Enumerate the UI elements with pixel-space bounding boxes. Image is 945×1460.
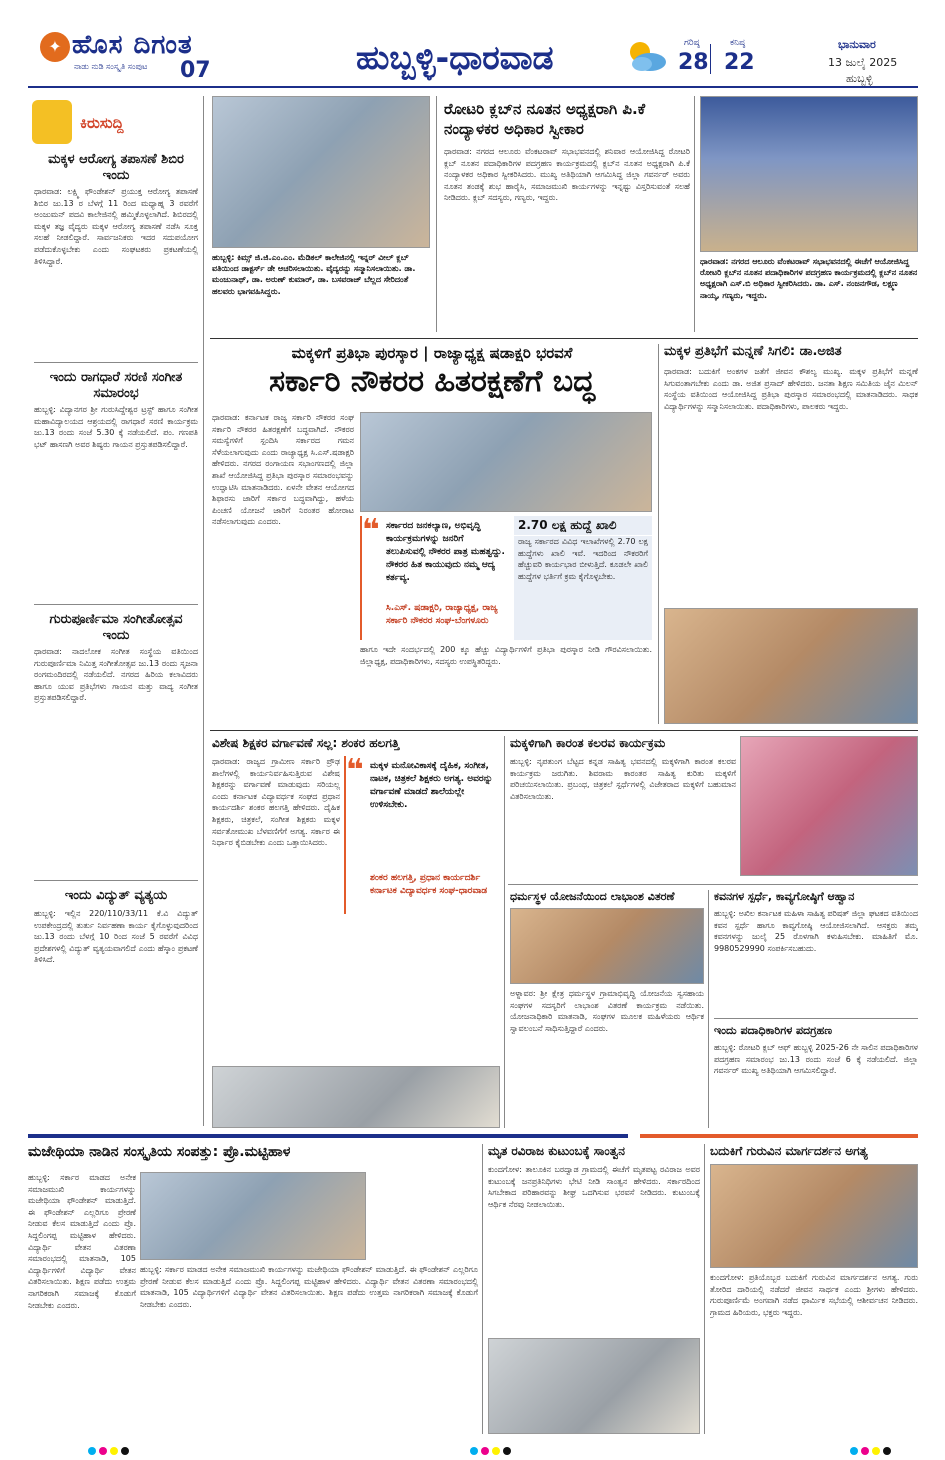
vacancy-box-title: 2.70 ಲಕ್ಷ ಹುದ್ದೆ ಖಾಲಿ xyxy=(514,516,652,535)
rotary-installation-photo xyxy=(700,96,918,252)
sidebar-body: ಧಾರವಾಡ: ಲಕ್ಷ್ಮಿ ಫೌಂಡೇಶನ್ ಪ್ರಯುಕ್ತ ಆರೋಗ್ಯ ತಪಾಸಣೆ ಶಿಬಿರ ಜು.13 ರ ಬೆಳಗ್ಗೆ 11 ರಿಂದ ಮಧ್ಯಾಹ್ನ 3 ರವರೆಗೆ ಅಂಜುಮನ್ ಪದವಿ ಕಾಲೇಜಿನಲ್ಲಿ ಹಮ್ಮಿಕೊಳ್ಳಲಾಗಿದೆ. ಶಿಬಿರದಲ್ಲಿ ಮಕ್ಕಳ ತಜ್ಞ ವೈದ್ಯರು ಮಕ್ಕಳ ಆರೋಗ್ಯ ತಪಾಸಣೆ ನಡೆಸಿ ಸೂಕ್ತ ಸಲಹೆ ನೀಡಲಿದ್ದಾರೆ. ಸಾರ್ವಜನಿಕರು ಇದರ ಸದುಪಯೋಗ ಪಡೆದುಕೊಳ್ಳಬೇಕು ಎಂದು ಸಂಘಟಕರು ಪ್ರಕಟಣೆಯಲ್ಲಿ ತಿಳಿಸಿದ್ದಾರೆ. xyxy=(34,187,198,266)
row-rule xyxy=(210,338,918,339)
padagrahana-headline: ಇಂದು ಪದಾಧಿಕಾರಿಗಳ ಪದಗ್ರಹಣ xyxy=(714,1024,832,1037)
lead-quote: ಸರ್ಕಾರದ ಜನಕಲ್ಯಾಣ, ಅಭಿವೃದ್ಧಿ ಕಾರ್ಯಕ್ರಮಗಳನ್ನು ಜನರಿಗೆ ತಲುಪಿಸುವಲ್ಲಿ ನೌಕರರ ಪಾತ್ರ ಮಹತ್ವದ್ದು. ನೌಕರರ ಹಿತ ಕಾಯುವುದು ನಮ್ಮ ಆದ್ಯ ಕರ್ತವ್ಯ. xyxy=(386,521,505,584)
majethia-headline: ಮಜೇಥಿಯಾ ನಾಡಿನ ಸಂಸ್ಕೃತಿಯ ಸಂಪತ್ತು: ಪ್ರೊ.ಮಟ್ಟಿಹಾಳ xyxy=(28,1144,291,1160)
sidebar-body: ಹುಬ್ಬಳ್ಳಿ: ಇಲ್ಲಿನ 220/110/33/11 ಕೆ.ವಿ ವಿದ್ಯುತ್ ಉಪಕೇಂದ್ರದಲ್ಲಿ ತುರ್ತು ನಿರ್ವಹಣಾ ಕಾರ್ಯ ಕೈಗೊಳ್ಳುವುದರಿಂದ ಜು.13 ರಂದು ಬೆಳಗ್ಗೆ 10 ರಿಂದ ಸಂಜೆ 5 ರವರೆಗೆ ವಿವಿಧ ಪ್ರದೇಶಗಳಲ್ಲಿ ವಿದ್ಯುತ್ ವ್ಯತ್ಯಯವಾಗಲಿದೆ ಎಂದು ಹೆಸ್ಕಾಂ ಪ್ರಕಟಣೆ ತಿಳಿಸಿದೆ. xyxy=(34,909,198,965)
dharmasthala-body: ಅಳ್ನಾವರ: ಶ್ರೀ ಕ್ಷೇತ್ರ ಧರ್ಮಸ್ಥಳ ಗ್ರಾಮಾಭಿವೃದ್ಧಿ ಯೋಜನೆಯ ಸ್ವಸಹಾಯ ಸಂಘಗಳ ಸದಸ್ಯರಿಗೆ ಲಾಭಾಂಶ ವಿತರಣೆ ಕಾರ್ಯಕ್ರಮ ನಡೆಯಿತು. ಯೋಜನಾಧಿಕಾರಿ ಮಾತನಾಡಿ, ಸಂಘಗಳ ಮೂಲಕ ಮಹಿಳೆಯರು ಆರ್ಥಿಕ ಸ್ವಾವಲಂಬನೆ ಸಾಧಿಸುತ್ತಿದ್ದಾರೆ ಎಂದರು. xyxy=(510,989,704,1033)
col-divider xyxy=(694,96,695,332)
bottom-bar-blue xyxy=(28,1134,628,1138)
lead-body-bottom: ಹಾಗೂ ಇದೇ ಸಂದರ್ಭದಲ್ಲಿ 200 ಕ್ಕೂ ಹೆಚ್ಚು ವಿದ್ಯಾರ್ಥಿಗಳಿಗೆ ಪ್ರತಿಭಾ ಪುರಸ್ಕಾರ ನೀಡಿ ಗೌರವಿಸಲಾಯಿತು. ಜಿಲ್ಲಾಧ್ಯಕ್ಷ, ಪದಾಧಿಕಾರಿಗಳು, ಸದಸ್ಯರು ಉಪಸ್ಥಿತರಿದ್ದರು. xyxy=(360,645,652,666)
doctors-day-photo xyxy=(212,96,430,248)
dharmasthala-headline: ಧರ್ಮಸ್ಥಳ ಯೋಜನೆಯಿಂದ ಲಾಭಾಂಶ ವಿತರಣೆ xyxy=(510,890,675,903)
karanth-headline: ಮಕ್ಕಳಿಗಾಗಿ ಕಾರಂತ ಕಲರವ ಕಾರ್ಯಕ್ರಮ xyxy=(510,736,666,750)
right-headline: ಮಕ್ಕಳ ಪ್ರತಿಭೆಗೆ ಮನ್ನಣೆ ಸಿಗಲಿ: ಡಾ.ಅಜಿತ xyxy=(664,344,842,359)
guru-body: ಕುಂದಗೋಳ: ಪ್ರತಿಯೊಬ್ಬರ ಬದುಕಿಗೆ ಗುರುವಿನ ಮಾರ್ಗದರ್ಶನ ಅಗತ್ಯ. ಗುರು ತೋರಿದ ದಾರಿಯಲ್ಲಿ ನಡೆದರೆ ಜೀವನ ಸಾರ್ಥಕ ಎಂದು ಶ್ರೀಗಳು ಹೇಳಿದರು. ಗುರುಪೂರ್ಣಿಮೆ ಅಂಗವಾಗಿ ನಡೆದ ಧಾರ್ಮಿಕ ಸಭೆಯಲ್ಲಿ ಆಶೀರ್ವಚನ ನೀಡಿದರು. ಗ್ರಾಮದ ಹಿರಿಯರು, ಭಕ್ತರು ಇದ್ದರು. xyxy=(710,1273,918,1317)
sidebar-body: ಹುಬ್ಬಳ್ಳಿ: ವಿದ್ಯಾನಗರ ಶ್ರೀ ಗುರುಸಿದ್ದೇಶ್ವರ ಟ್ರಸ್ಟ್ ಹಾಗೂ ಸಂಗೀತ ಮಹಾವಿದ್ಯಾಲಯದ ಆಶ್ರಯದಲ್ಲಿ ರಾಗಧಾರೆ ಸರಣಿ ಕಾರ್ಯಕ್ರಮ ಜು.13 ರಂದು ಸಂಜೆ 5.30 ಕ್ಕೆ ನಡೆಯಲಿದೆ. ಪಂ. ಗಣಪತಿ ಭಟ್ ಹಾಸಣಗಿ ಅವರ ಶಿಷ್ಯರು ಗಾಯನ ಪ್ರಸ್ತುತಪಡಿಸಲಿದ್ದಾರೆ. xyxy=(34,405,198,449)
sidebar-divider xyxy=(203,96,204,1126)
sidebar-headline: ಮಕ್ಕಳ ಆರೋಗ್ಯ ತಪಾಸಣೆ ಶಿಬಿರ ಇಂದು xyxy=(48,152,184,183)
header-rule xyxy=(28,86,918,88)
col-divider xyxy=(482,1144,483,1434)
sidebar-body: ಧಾರವಾಡ: ನಾದಲೋಕ ಸಂಗೀತ ಸಂಸ್ಥೆಯ ವತಿಯಿಂದ ಗುರುಪೂರ್ಣಿಮಾ ನಿಮಿತ್ತ ಸಂಗೀತೋತ್ಸವ ಜು.13 ರಂದು ಸೃಜನಾ ರಂಗಮಂದಿರದಲ್ಲಿ ನಡೆಯಲಿದೆ. ನಗರದ ಹಿರಿಯ ಕಲಾವಿದರು ಹಾಗೂ ಯುವ ಪ್ರತಿಭೆಗಳು ಗಾಯನ ಮತ್ತು ವಾದ್ಯ ಸಂಗೀತ ಪ್ರಸ್ತುತಪಡಿಸಲಿದ್ದಾರೆ. xyxy=(34,647,198,703)
dharmasthala-photo xyxy=(510,908,704,984)
majethia-photo xyxy=(140,1172,366,1260)
raviraj-headline: ಮೃತ ರವಿರಾಜ ಕುಟುಂಬಕ್ಕೆ ಸಾಂತ್ವನ xyxy=(488,1144,625,1158)
lead-quote-attrib: ಸಿ.ಎಸ್. ಷಡಾಕ್ಷರಿ, ರಾಜ್ಯಾಧ್ಯಕ್ಷ, ರಾಜ್ಯ ಸರ್ಕಾರಿ ನೌಕರರ ಸಂಘ-ಬೆಂಗಳೂರು xyxy=(386,603,498,627)
bottom-bar-orange xyxy=(640,1134,918,1138)
teachers-headline: ವಿಶೇಷ ಶಿಕ್ಷಕರ ವರ್ಗಾವಣೆ ಸಲ್ಲ: ಶಂಕರ ಹಲಗತ್ತಿ xyxy=(212,736,400,750)
sidebar-headline: ಇಂದು ರಾಗಧಾರೆ ಸರಣಿ ಸಂಗೀತ ಸಮಾರಂಭ xyxy=(49,370,183,401)
temp-min: 22 xyxy=(724,50,755,75)
lead-headline: ಸರ್ಕಾರಿ ನೌಕರರ ಹಿತರಕ್ಷಣೆಗೆ ಬದ್ಧ xyxy=(269,364,595,399)
sidebar-rule xyxy=(34,604,198,605)
masthead-name: ಹೊಸ ದಿಗಂತ xyxy=(72,30,193,60)
col-divider xyxy=(704,1144,705,1434)
col-divider xyxy=(436,96,437,332)
issue-date: 13 ಜುಲೈ 2025 xyxy=(828,56,898,69)
row-rule xyxy=(210,730,918,731)
right-body: ಧಾರವಾಡ: ಬದುಕಿಗೆ ಅಂಕಗಳ ಜತೆಗೆ ಜೀವನ ಕೌಶಲ್ಯ ಮುಖ್ಯ. ಮಕ್ಕಳ ಪ್ರತಿಭೆಗೆ ಮನ್ನಣೆ ಸಿಗುವಂತಾಗಬೇಕು ಎಂದು ಡಾ. ಅಜಿತ ಪ್ರಸಾದ್ ಹೇಳಿದರು. ಜನತಾ ಶಿಕ್ಷಣ ಸಮಿತಿಯ ಜೈನ ಮಿಲನ್ ಸಂಸ್ಥೆಯ ವತಿಯಿಂದ ಆಯೋಜಿಸಿದ್ದ ಪ್ರತಿಭಾ ಪುರಸ್ಕಾರ ಸಮಾರಂಭದಲ್ಲಿ ಮಾತನಾಡಿದರು. ಸಾಧಕ ವಿದ್ಯಾರ್ಥಿಗಳನ್ನು ಸನ್ಮಾನಿಸಲಾಯಿತು. ಪದಾಧಿಕಾರಿಗಳು, ಪಾಲಕರು ಇದ್ದರು. xyxy=(664,367,918,411)
masthead-logo-icon: ✦ xyxy=(40,32,70,62)
quote-mark-icon: ❝ xyxy=(346,753,364,788)
registration-marks xyxy=(88,1440,132,1459)
lead-photo xyxy=(360,412,652,512)
padagrahana-body: ಹುಬ್ಬಳ್ಳಿ: ರೋಟರಿ ಕ್ಲಬ್ ಆಫ್ ಹುಬ್ಬಳ್ಳಿ 2025-26 ನೇ ಸಾಲಿನ ಪದಾಧಿಕಾರಿಗಳ ಪದಗ್ರಹಣ ಸಮಾರಂಭ ಜು.13 ರಂದು ಸಂಜೆ 6 ಕ್ಕೆ ನಡೆಯಲಿದೆ. ಜಿಲ್ಲಾ ಗವರ್ನರ್ ಮುಖ್ಯ ಅತಿಥಿಯಾಗಿ ಆಗಮಿಸಲಿದ್ದಾರೆ. xyxy=(714,1043,918,1076)
karanth-body: ಹುಬ್ಬಳ್ಳಿ: ನೃಪತುಂಗ ಬೆಟ್ಟದ ಕನ್ನಡ ಸಾಹಿತ್ಯ ಭವನದಲ್ಲಿ ಮಕ್ಕಳಿಗಾಗಿ ಕಾರಂತ ಕಲರವ ಕಾರ್ಯಕ್ರಮ ಜರುಗಿತು. ಶಿವರಾಮ ಕಾರಂತರ ಸಾಹಿತ್ಯ ಕುರಿತು ಮಕ್ಕಳಿಗೆ ಪರಿಚಯಿಸಲಾಯಿತು. ಪ್ರಬಂಧ, ಚಿತ್ರಕಲೆ ಸ್ಪರ್ಧೆಗಳಲ್ಲಿ ವಿಜೇತರಾದ ಮಕ್ಕಳಿಗೆ ಬಹುಮಾನ ವಿತರಿಸಲಾಯಿತು. xyxy=(510,757,736,801)
kirusuddi-badge-icon xyxy=(32,100,72,144)
jain-milan-photo xyxy=(664,608,918,724)
issue-day: ಭಾನುವಾರ xyxy=(838,38,876,51)
issue-city: ಹುಬ್ಬಳ್ಳಿ xyxy=(846,72,873,85)
temp-min-label: ಕನಿಷ್ಠ xyxy=(730,38,746,48)
teachers-quote: ಮಕ್ಕಳ ಮನೋವಿಕಾಸಕ್ಕೆ ದೈಹಿಕ, ಸಂಗೀತ, ನಾಟಕ, ಚಿತ್ರಕಲೆ ಶಿಕ್ಷಕರು ಅಗತ್ಯ. ಅವರನ್ನು ವರ್ಗಾವಣೆ ಮಾಡದೆ ಶಾಲೆಯಲ್ಲೇ ಉಳಿಸಬೇಕು. xyxy=(370,761,493,811)
kavana-headline: ಕವನಗಳ ಸ್ಪರ್ಧೆ, ಕಾವ್ಯಗೋಷ್ಠಿಗೆ ಆಹ್ವಾನ xyxy=(714,890,855,903)
registration-marks xyxy=(470,1440,514,1459)
karanth-photo xyxy=(740,736,918,876)
temp-max: 28 xyxy=(678,50,709,75)
teachers-body: ಧಾರವಾಡ: ರಾಜ್ಯದ ಗ್ರಾಮೀಣ ಸರ್ಕಾರಿ ಪ್ರೌಢ ಶಾಲೆಗಳಲ್ಲಿ ಕಾರ್ಯನಿರ್ವಹಿಸುತ್ತಿರುವ ವಿಶೇಷ ಶಿಕ್ಷಕರನ್ನು ವರ್ಗಾವಣೆ ಮಾಡುವುದು ಸರಿಯಲ್ಲ ಎಂದು ಕರ್ನಾಟಕ ವಿದ್ಯಾವರ್ಧಕ ಸಂಘದ ಪ್ರಧಾನ ಕಾರ್ಯದರ್ಶಿ ಶಂಕರ ಹಲಗತ್ತಿ ಹೇಳಿದರು. ದೈಹಿಕ ಶಿಕ್ಷಕರು, ಚಿತ್ರಕಲೆ, ಸಂಗೀತ ಶಿಕ್ಷಕರು ಮಕ್ಕಳ ಸರ್ವತೋಮುಖ ಬೆಳವಣಿಗೆಗೆ ಅಗತ್ಯ. ಸರ್ಕಾರ ಈ ನಿರ್ಧಾರ ಕೈಬಿಡಬೇಕು ಎಂದು ಒತ್ತಾಯಿಸಿದರು. xyxy=(212,757,340,848)
teachers-quote-attrib: ಶಂಕರ ಹಲಗತ್ತಿ, ಪ್ರಧಾನ ಕಾರ್ಯದರ್ಶಿ ಕರ್ನಾಟಕ ವಿದ್ಯಾವರ್ಧಕ ಸಂಘ-ಧಾರವಾಡ xyxy=(370,873,488,897)
quote-mark-icon: ❝ xyxy=(362,513,380,548)
temp-divider xyxy=(710,44,711,74)
sidebar-rule xyxy=(34,362,198,363)
page-number: 07 xyxy=(180,58,211,83)
guru-photo xyxy=(710,1164,918,1268)
vacancy-box-body: ರಾಜ್ಯ ಸರ್ಕಾರದ ವಿವಿಧ ಇಲಾಖೆಗಳಲ್ಲಿ 2.70 ಲಕ್ಷ ಹುದ್ದೆಗಳು ಖಾಲಿ ಇವೆ. ಇದರಿಂದ ನೌಕರರಿಗೆ ಹೆಚ್ಚುವರಿ ಕಾರ್ಯಭಾರ ಬೀಳುತ್ತಿದೆ. ಕೂಡಲೇ ಖಾಲಿ ಹುದ್ದೆಗಳ ಭರ್ತಿಗೆ ಕ್ರಮ ಕೈಗೊಳ್ಳಬೇಕು. xyxy=(514,536,652,640)
raviraj-photo xyxy=(488,1338,700,1434)
lead-kicker: ಮಕ್ಕಳಿಗೆ ಪ್ರತಿಭಾ ಪುರಸ್ಕಾರ | ರಾಜ್ಯಾಧ್ಯಕ್ಷ ಷಡಾಕ್ಷರಿ ಭರವಸೆ xyxy=(291,344,573,362)
sidebar-rule xyxy=(34,880,198,881)
col-divider xyxy=(658,344,659,724)
weather-icon xyxy=(620,36,668,74)
col-divider xyxy=(504,736,505,1128)
sidebar-headline: ಇಂದು ವಿದ್ಯುತ್ ವ್ಯತ್ಯಯ xyxy=(64,888,168,903)
rotary-headline: ರೋಟರಿ ಕ್ಲಬ್‌ನ ನೂತನ ಅಧ್ಯಕ್ಷರಾಗಿ ಪಿ.ಕೆ ನಂದ್ಯಾಳಕರ ಅಧಿಕಾರ ಸ್ವೀಕಾರ xyxy=(444,100,646,138)
kirusuddi-label: ಕಿರುಸುದ್ದಿ xyxy=(80,114,124,132)
row-rule xyxy=(714,1018,918,1019)
raviraj-body: ಕುಂದಗೋಳ: ತಾಲೂಕಿನ ಬರದ್ವಾಡ ಗ್ರಾಮದಲ್ಲಿ ಈಚೆಗೆ ಮೃತಪಟ್ಟ ರವಿರಾಜ ಅವರ ಕುಟುಂಬಕ್ಕೆ ಜನಪ್ರತಿನಿಧಿಗಳು ಭೇಟಿ ನೀಡಿ ಸಾಂತ್ವನ ಹೇಳಿದರು. ಸರ್ಕಾರದಿಂದ ಸಿಗಬೇಕಾದ ಪರಿಹಾರವನ್ನು ಶೀಘ್ರ ಒದಗಿಸುವ ಭರವಸೆ ನೀಡಿದರು. ಕುಟುಂಬಕ್ಕೆ ಆರ್ಥಿಕ ನೆರವು ನೀಡಲಾಯಿತು. xyxy=(488,1165,700,1209)
majethia-body: ಹುಬ್ಬಳ್ಳಿ: ಸರ್ಕಾರ ಮಾಡದ ಅನೇಕ ಸಮಾಜಮುಖಿ ಕಾರ್ಯಗಳನ್ನು ಮಜೇಥಿಯಾ ಫೌಂಡೇಶನ್ ಮಾಡುತ್ತಿದೆ. ಈ ಫೌಂಡೇಶನ್ ಎಲ್ಲರಿಗೂ ಪ್ರೇರಣೆ ನೀಡುವ ಕೆಲಸ ಮಾಡುತ್ತಿದೆ ಎಂದು ಪ್ರೊ. ಸಿದ್ದಲಿಂಗಪ್ಪ ಮಟ್ಟಿಹಾಳ ಹೇಳಿದರು. ವಿದ್ಯಾರ್ಥಿ ವೇತನ ವಿತರಣಾ ಸಮಾರಂಭದಲ್ಲಿ ಮಾತನಾಡಿ, 105 ವಿದ್ಯಾರ್ಥಿಗಳಿಗೆ ವಿದ್ಯಾರ್ಥಿ ವೇತನ ವಿತರಿಸಲಾಯಿತು. ಶಿಕ್ಷಣ ಪಡೆದು ಉತ್ತಮ ನಾಗರಿಕರಾಗಿ ಸಮಾಜಕ್ಕೆ ಕೊಡುಗೆ ನೀಡಬೇಕು ಎಂದರು. xyxy=(28,1173,136,1310)
doctors-day-caption: ಹುಬ್ಬಳ್ಳಿ: ಕಿಮ್ಸ್ ಜಿ.ಜಿ.ಎಂ.ಎಂ. ಮೆಡಿಕಲ್ ಕಾಲೇಜಿನಲ್ಲಿ ಇನ್ನರ್ ವೀಲ್ ಕ್ಲಬ್ ವತಿಯಿಂದ ಡಾಕ್ಟರ್ಸ್ ಡೇ ಆಚರಿಸಲಾಯಿತು. ವೈದ್ಯರನ್ನು ಸನ್ಮಾನಿಸಲಾಯಿತು. ಡಾ. ಮಂಜುನಾಥ್, ಡಾ. ಅರುಣ್ ಕುಮಾರ್, ಡಾ. ಬಸವರಾಜ್ ಬೆಲ್ಲದ ಸೇರಿದಂತೆ ಹಲವರು ಭಾಗವಹಿಸಿದ್ದರು. xyxy=(212,253,416,296)
sidebar-headline: ಗುರುಪೂರ್ಣಿಮಾ ಸಂಗೀತೋತ್ಸವ ಇಂದು xyxy=(49,612,183,643)
guru-headline: ಬದುಕಿಗೆ ಗುರುವಿನ ಮಾರ್ಗದರ್ಶನ ಅಗತ್ಯ xyxy=(710,1144,868,1158)
col-divider xyxy=(708,890,709,1128)
registration-marks xyxy=(850,1440,894,1459)
row-rule xyxy=(508,884,918,885)
majethia-body-cont: ಹುಬ್ಬಳ್ಳಿ: ಸರ್ಕಾರ ಮಾಡದ ಅನೇಕ ಸಮಾಜಮುಖಿ ಕಾರ್ಯಗಳನ್ನು ಮಜೇಥಿಯಾ ಫೌಂಡೇಶನ್ ಮಾಡುತ್ತಿದೆ. ಈ ಫೌಂಡೇಶನ್ ಎಲ್ಲರಿಗೂ ಪ್ರೇರಣೆ ನೀಡುವ ಕೆಲಸ ಮಾಡುತ್ತಿದೆ ಎಂದು ಪ್ರೊ. ಸಿದ್ದಲಿಂಗಪ್ಪ ಮಟ್ಟಿಹಾಳ ಹೇಳಿದರು. ವಿದ್ಯಾರ್ಥಿ ವೇತನ ವಿತರಣಾ ಸಮಾರಂಭದಲ್ಲಿ ಮಾತನಾಡಿ, 105 ವಿದ್ಯಾರ್ಥಿಗಳಿಗೆ ವಿದ್ಯಾರ್ಥಿ ವೇತನ ವಿತರಿಸಲಾಯಿತು. ಶಿಕ್ಷಣ ಪಡೆದು ಉತ್ತಮ ನಾಗರಿಕರಾಗಿ ಸಮಾಜಕ್ಕೆ ಕೊಡುಗೆ ನೀಡಬೇಕು ಎಂದರು. xyxy=(140,1265,478,1309)
masthead-tagline: ನಾಡು ನುಡಿ ಸಂಸ್ಕೃತಿ ಸಂಪುಟ xyxy=(74,62,148,71)
rotary-installation-caption: ಧಾರವಾಡ: ನಗರದ ಆಲೂರು ವೆಂಕಟರಾವ್ ಸಭಾಭವನದಲ್ಲಿ ಈಚೆಗೆ ಆಯೋಜಿಸಿದ್ದ ರೋಟರಿ ಕ್ಲಬ್‌ನ ನೂತನ ಪದಾಧಿಕಾರಿಗಳ ಪದಗ್ರಹಣ ಕಾರ್ಯಕ್ರಮದಲ್ಲಿ ಕ್ಲಬ್‌ನ ನೂತನ ಅಧ್ಯಕ್ಷರಾಗಿ ಎಸ್.ಬಿ ಅಧಿಕಾರ ಸ್ವೀಕರಿಸಿದರು. ಡಾ. ಎಸ್. ನಂಜನಗೌಡ, ಲಕ್ಷ್ಮಣ ನಾಯ್ಕ, ಗಣ್ಯರು, ಇದ್ದರು. xyxy=(700,257,918,300)
rotary-body: ಧಾರವಾಡ: ನಗರದ ಆಲೂರು ವೆಂಕಟರಾವ್ ಸಭಾಭವನದಲ್ಲಿ ಶನಿವಾರ ಆಯೋಜಿಸಿದ್ದ ರೋಟರಿ ಕ್ಲಬ್ ನೂತನ ಪದಾಧಿಕಾರಿಗಳ ಪದಗ್ರಹಣ ಕಾರ್ಯಕ್ರಮದಲ್ಲಿ ಕ್ಲಬ್‌ನ ನೂತನ ಅಧ್ಯಕ್ಷರಾಗಿ ಪಿ.ಕೆ ನಂದ್ಯಾಳಕರ ಅಧಿಕಾರ ಸ್ವೀಕರಿಸಿದರು. ಮುಖ್ಯ ಅತಿಥಿಯಾಗಿ ಆಗಮಿಸಿದ್ದ ಜಿಲ್ಲಾ ಗವರ್ನರ್ ಅವರು ನೂತನ ತಂಡಕ್ಕೆ ಶುಭ ಹಾರೈಸಿ, ಸಮಾಜಮುಖಿ ಕಾರ್ಯಗಳನ್ನು ಇನ್ನಷ್ಟು ವಿಸ್ತರಿಸುವಂತೆ ಸಲಹೆ ನೀಡಿದರು. ಕ್ಲಬ್ ಸದಸ್ಯರು, ಗಣ್ಯರು, ಇದ್ದರು. xyxy=(444,147,690,203)
kavana-body: ಹುಬ್ಬಳ್ಳಿ: ಅಖಿಲ ಕರ್ನಾಟಕ ಮಹಿಳಾ ಸಾಹಿತ್ಯ ಪರಿಷತ್ ಜಿಲ್ಲಾ ಘಟಕದ ವತಿಯಿಂದ ಕವನ ಸ್ಪರ್ಧೆ ಹಾಗೂ ಕಾವ್ಯಗೋಷ್ಠಿ ಆಯೋಜಿಸಲಾಗಿದೆ. ಆಸಕ್ತರು ತಮ್ಮ ಕವನಗಳನ್ನು ಜುಲೈ 25 ರೊಳಗಾಗಿ ಕಳುಹಿಸಬೇಕು. ಮಾಹಿತಿಗೆ ಮೊ. 9980529990 ಸಂಪರ್ಕಿಸಬಹುದು. xyxy=(714,909,918,953)
temp-max-label: ಗರಿಷ್ಠ xyxy=(684,38,700,48)
press-meet-photo xyxy=(212,1066,500,1128)
lead-body: ಧಾರವಾಡ: ಕರ್ನಾಟಕ ರಾಜ್ಯ ಸರ್ಕಾರಿ ನೌಕರರ ಸಂಘ ಸರ್ಕಾರಿ ನೌಕರರ ಹಿತರಕ್ಷಣೆಗೆ ಬದ್ಧವಾಗಿದೆ. ನೌಕರರ ಸಮಸ್ಯೆಗಳಿಗೆ ಸ್ಪಂದಿಸಿ ಸರ್ಕಾರದ ಗಮನ ಸೆಳೆಯಲಾಗುವುದು ಎಂದು ರಾಜ್ಯಾಧ್ಯಕ್ಷ ಸಿ.ಎಸ್.ಷಡಾಕ್ಷರಿ ಹೇಳಿದರು. ನಗರದ ರಂಗಾಯಣ ಸಭಾಂಗಣದಲ್ಲಿ ಜಿಲ್ಲಾ ಶಾಖೆ ಆಯೋಜಿಸಿದ್ದ ಪ್ರತಿಭಾ ಪುರಸ್ಕಾರ ಸಮಾರಂಭವನ್ನು ಉದ್ಘಾಟಿಸಿ ಮಾತನಾಡಿದರು. ಏಳನೇ ವೇತನ ಆಯೋಗದ ಶಿಫಾರಸು ಜಾರಿಗೆ ಸರ್ಕಾರ ಬದ್ಧವಾಗಿದ್ದು, ಹಳೆಯ ಪಿಂಚಣಿ ಯೋಜನೆ ಜಾರಿಗೆ ನಿರಂತರ ಹೋರಾಟ ನಡೆಸಲಾಗುವುದು ಎಂದರು. xyxy=(212,413,354,527)
section-title: ಹುಬ್ಬಳ್ಳಿ-ಧಾರವಾಡ xyxy=(356,38,554,77)
